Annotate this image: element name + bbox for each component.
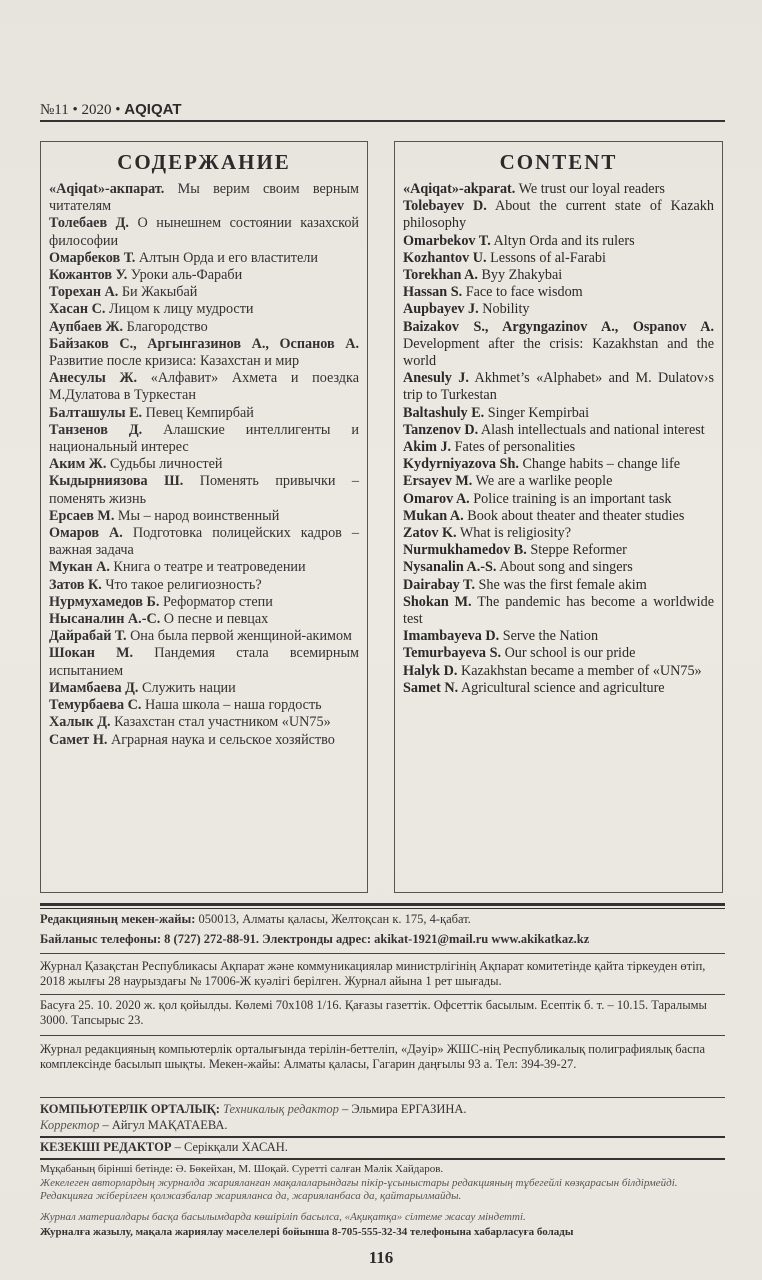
toc-entry-title: Serve the Nation	[502, 628, 599, 645]
toc-entry-author: Торехан А.	[49, 284, 119, 301]
toc-entry-author: Анесулы Ж.	[49, 370, 138, 387]
toc-entry-author: Дайрабай Т.	[49, 628, 127, 645]
toc-entry	[403, 645, 714, 662]
toc-entry-title: Our school is our pride	[504, 645, 636, 662]
toc-entry	[49, 628, 359, 645]
toc-entry-title: Алтын Орда и его властители	[138, 249, 318, 266]
toc-entry	[49, 732, 359, 749]
footer-divider-4	[40, 1097, 725, 1098]
toc-entry-title: About the current state of Kazakh philosophy	[403, 198, 714, 232]
toc-entry-author: Zatov K.	[403, 525, 457, 542]
print-info: Басуға 25. 10. 2020 ж. қол қойылды. Көлемі 70х108 1/16. Қағазы газеттік. Офсеттік басылым. Есептік б. т. – 10.15. Таралымы 3000. Тапсырыс 23.	[40, 998, 707, 1027]
toc-entry	[49, 645, 359, 679]
subscription-info: Журналға жазылу, мақала жариялау мәселелері бойынша 8-705-555-32-34 телефонына хабарласуға болады	[40, 1226, 574, 1238]
toc-entry	[49, 301, 359, 318]
toc-entry-title: Поменять привычки – поменять жизнь	[49, 473, 360, 507]
toc-entry	[49, 714, 359, 731]
toc-entry-title: Казахстан стал участником «UN75»	[114, 714, 331, 731]
toc-entry	[49, 473, 359, 507]
footer-divider-6	[40, 1158, 725, 1160]
footer-divider-1	[40, 953, 725, 954]
toc-entry-title: Би Жакыбай	[121, 284, 198, 301]
toc-entry-author: Akim J.	[403, 439, 452, 456]
toc-entry-title: About song and singers	[499, 559, 633, 576]
toc-entry	[49, 267, 359, 284]
toc-entry-title: Change habits – change life	[522, 456, 681, 473]
toc-entry	[403, 284, 714, 301]
toc-entry	[403, 181, 714, 198]
running-header: №11 • 2020 • AQIQAT	[40, 101, 182, 118]
toc-entry	[49, 370, 359, 404]
toc-entry-title: We are a warlike people	[475, 473, 613, 490]
duty-editor-line: КЕЗЕКШІ РЕДАКТОР – Серікқали ХАСАН.	[40, 1140, 288, 1154]
toc-entry	[403, 233, 714, 250]
toc-entry-title: Развитие после кризиса: Казахстан и мир	[49, 353, 300, 370]
toc-entry	[49, 559, 359, 576]
toc-entry-title: Fates of personalities	[454, 439, 576, 456]
toc-entry-title: Книга о театре и театроведении	[113, 559, 306, 576]
toc-entry-author: «Aqiqat»-akparat.	[403, 181, 516, 197]
toc-entry-title: Police training is an important task	[473, 490, 672, 507]
toc-entry-author: Anesuly J.	[403, 370, 469, 387]
toc-entry-title: Служить нации	[142, 679, 236, 696]
footer-divider-5	[40, 1136, 725, 1138]
toc-entry	[49, 577, 359, 594]
toc-entry-title: О нынешнем состоянии казахской философии	[49, 215, 360, 249]
contents-en	[394, 141, 723, 893]
toc-entry-author: Самет Н.	[49, 731, 108, 748]
issue-year: 2020	[81, 102, 112, 118]
toc-entry-author: Омарбеков Т.	[49, 249, 136, 266]
toc-entry	[49, 456, 359, 473]
contents-ru-title: СОДЕРЖАНИЕ	[117, 150, 291, 174]
address-line: Редакцияның мекен-жайы: 050013, Алматы қаласы, Желтоқсан к. 175, 4-қабат.	[40, 912, 471, 926]
toc-entry-title: Благородство	[126, 318, 208, 335]
toc-entry	[49, 215, 359, 249]
toc-entry-author: Imambayeva D.	[403, 628, 500, 645]
toc-entry-author: Нысаналин А.-С.	[49, 611, 161, 628]
toc-entry-author: Tolebayev D.	[403, 198, 487, 215]
toc-entry-title: Face to face wisdom	[465, 284, 583, 301]
footer-divider-2	[40, 994, 725, 995]
toc-entry	[403, 542, 714, 559]
toc-entry-author: Мукан А.	[49, 559, 110, 576]
issue-number: №11	[40, 102, 69, 118]
disclaimer-1: Жекелеген авторлардың журналда жарияланған мақалаларындағы пікір-ұсыныстары редакцияның тұбегейлі көзқарасын білдірмейді. Редакцияға жіберілген қолжазбалар жарияланса да, жарияланбаса да, қайтарылмайды.	[40, 1177, 678, 1202]
toc-entry-author: Кожантов У.	[49, 267, 128, 284]
toc-entry	[49, 508, 359, 525]
toc-entry	[403, 491, 714, 508]
toc-entry-title: Она была первой женщиной-акимом	[130, 628, 352, 645]
toc-entry	[403, 663, 714, 680]
toc-entry-author: Shokan M.	[403, 593, 472, 610]
toc-entry-author: Kozhantov U.	[403, 249, 487, 266]
toc-entry-title: Мы – народ воинственный	[117, 507, 280, 524]
footer-rule-thin	[40, 908, 725, 909]
toc-entry-author: Омаров А.	[49, 525, 123, 542]
toc-entry	[49, 422, 359, 456]
toc-entry-author: Нурмухамедов Б.	[49, 593, 160, 610]
toc-entry-title: Подготовка полицейских кадров – важная задача	[49, 525, 360, 559]
toc-entry-title: О песне и певцах	[163, 611, 269, 628]
toc-entry	[49, 405, 359, 422]
toc-entry	[49, 336, 359, 370]
toc-entry-author: Baltashuly E.	[403, 404, 485, 421]
toc-entry-author: Omarbekov T.	[403, 232, 491, 249]
toc-entry-title: Steppe Reformer	[530, 542, 627, 559]
toc-entry-title: Уроки аль-Фараби	[130, 267, 243, 284]
toc-entry-author: Tanzenov D.	[403, 421, 479, 438]
toc-entry-title: She was the first female akim	[478, 576, 647, 593]
toc-entry-title: Мы верим своим верным читателям	[49, 181, 359, 215]
toc-entry	[49, 319, 359, 336]
toc-entry	[403, 198, 714, 232]
toc-entry-title: Singer Kempirbai	[487, 404, 590, 421]
disclaimer-2: Журнал материалдары басқа басылымдарда көшіріліп басылса, «Ақиқатқа» сілтеме жасау міндетті.	[40, 1211, 526, 1223]
toc-entry	[403, 628, 714, 645]
journal-brand: AQIQAT	[124, 101, 182, 118]
toc-entry-title: Alash intellectuals and national interest	[480, 421, 705, 438]
toc-entry-author: Mukan A.	[403, 507, 464, 524]
toc-entry-author: Имамбаева Д.	[49, 679, 139, 696]
toc-entry	[403, 422, 714, 439]
toc-entry-title: Development after the crisis: Kazakhstan and the world	[403, 335, 714, 370]
toc-entry-author: Шокан М.	[49, 645, 134, 662]
toc-entry-author: Aupbayev J.	[403, 301, 479, 318]
toc-entry-title: Пандемия стала всемирным испытанием	[49, 645, 360, 679]
toc-entry-author: Samet N.	[403, 679, 459, 696]
toc-entry	[49, 611, 359, 628]
toc-entry-title: Что такое религиозность?	[105, 576, 262, 593]
toc-entry-title: Реформатор степи	[162, 593, 273, 610]
registration-info: Журнал Қазақстан Республикасы Ақпарат және коммуникациялар министрлігінің Ақпарат комитетінде қайта тіркеуден өтіп, 2018 жылғы 28 наурыздағы № 17006-Ж куәлігі берілген. Журнал айына 1 рет шығады.	[40, 959, 706, 988]
toc-entry-author: Ерсаев М.	[49, 507, 115, 524]
toc-entry-author: Затов К.	[49, 576, 102, 593]
toc-entry-author: Nysanalin A.-S.	[403, 559, 497, 576]
toc-entry	[403, 439, 714, 456]
proofreader-line: Корректор – Айгул МАҚАТАЕВА.	[40, 1118, 228, 1132]
email-link[interactable]: akikat-1921@mail.ru	[374, 932, 489, 946]
toc-entry-author: Omarov A.	[403, 490, 470, 507]
toc-entry-author: Аупбаев Ж.	[49, 318, 124, 335]
toc-entry	[403, 267, 714, 284]
toc-entry-author: Балташулы Е.	[49, 404, 143, 421]
toc-entry-title: Kazakhstan became a member of «UN75»	[460, 662, 702, 679]
toc-entry-title: We trust our loyal readers	[518, 181, 665, 197]
page-number: 116	[368, 1248, 394, 1267]
website-link[interactable]: www.akikatkaz.kz	[491, 932, 590, 946]
footer-divider-3	[40, 1035, 725, 1036]
computer-center-line: КОМПЬЮТЕРЛІК ОРТАЛЫҚ: Техникалық редактор – Эльмира ЕРГАЗИНА.	[40, 1102, 467, 1116]
header-rule	[40, 120, 725, 122]
toc-entry	[49, 680, 359, 697]
contact-line: Байланыс телефоны: 8 (727) 272-88-91. Электронды адрес: akikat-1921@mail.ru www.akikatkaz.kz	[40, 932, 590, 946]
toc-entry	[403, 301, 714, 318]
toc-entry	[403, 370, 714, 404]
toc-entry-title: Nobility	[482, 301, 530, 318]
toc-entry-author: Hassan S.	[403, 284, 463, 301]
contents-ru	[40, 141, 368, 893]
toc-entry-author: Хасан С.	[49, 301, 106, 318]
contents-en-title: CONTENT	[499, 150, 618, 174]
toc-entry-author: «Aqiqat»-акпарат.	[49, 181, 165, 197]
toc-entry-title: Altyn Orda and its rulers	[493, 232, 635, 249]
toc-entry-author: Torekhan A.	[403, 267, 478, 284]
toc-entry-title: Akhmet’s «Alphabet» and M. Dulatov›s trip to Turkestan	[403, 370, 714, 404]
toc-entry	[403, 250, 714, 267]
toc-entry-title: Agricultural science and agriculture	[460, 679, 665, 696]
toc-entry	[403, 577, 714, 594]
cover-info: Мұқабаның бірінші бетінде: Ә. Бөкейхан, М. Шоқай. Суретті салған Мәлік Хайдаров.	[40, 1163, 444, 1175]
toc-entry	[403, 508, 714, 525]
toc-entry-author: Толебаев Д.	[49, 215, 129, 232]
toc-entry	[49, 525, 359, 559]
toc-entry-author: Ersayev M.	[403, 473, 473, 490]
toc-entry	[403, 319, 714, 371]
contents-ru-list	[41, 181, 367, 749]
toc-entry	[49, 594, 359, 611]
toc-entry	[403, 456, 714, 473]
toc-entry-title: Певец Кемпирбай	[145, 404, 254, 421]
toc-entry-author: Baizakov S., Argyngazinov A., Ospanov A.	[403, 318, 714, 335]
toc-entry-title: Лицом к лицу мудрости	[108, 301, 254, 318]
printing-house-info: Журнал редакцияның компьютерлік орталығында терілін-беттеліп, «Дәуір» ЖШС-нің Республикалық полиграфиялық баспа комплексінде басылып шықты. Мекен-жайы: Алматы қаласы, Гагарин даңғылы 93 а. Тел: 394-39-27.	[40, 1042, 706, 1071]
contents-en-list	[395, 181, 722, 697]
toc-entry-author: Темурбаева С.	[49, 697, 142, 714]
toc-entry	[403, 680, 714, 697]
toc-entry	[49, 250, 359, 267]
toc-entry-author: Кыдырниязова Ш.	[49, 473, 184, 490]
toc-entry	[49, 697, 359, 714]
toc-entry-author: Kydyrniyazova Sh.	[403, 456, 519, 473]
toc-entry-title: Наша школа – наша гордость	[145, 697, 322, 714]
toc-entry-title: Алашские интеллигенты и национальный интерес	[49, 421, 359, 456]
toc-entry-title: Аграрная наука и сельское хозяйство	[110, 731, 335, 748]
toc-entry-author: Халык Д.	[49, 714, 111, 731]
toc-entry-author: Temurbayeva S.	[403, 645, 502, 662]
toc-entry-author: Nurmukhamedov B.	[403, 542, 527, 559]
footer-rule-top	[40, 903, 725, 906]
toc-entry-author: Halyk D.	[403, 662, 458, 679]
toc-entry-author: Танзенов Д.	[49, 421, 143, 438]
toc-entry	[403, 594, 714, 628]
toc-entry	[49, 284, 359, 301]
toc-entry	[403, 559, 714, 576]
toc-entry-author: Байзаков С., Аргынгазинов А., Оспанов А.	[49, 335, 359, 352]
toc-entry	[49, 181, 359, 215]
toc-entry-title: «Алфавит» Ахмета и поездка М.Дулатова в Туркестан	[49, 370, 359, 404]
toc-entry-title: What is religiosity?	[459, 525, 572, 542]
toc-entry-title: The pandemic has become a worldwide test	[403, 593, 714, 628]
toc-entry	[403, 473, 714, 490]
toc-entry-title: Byy Zhakybai	[481, 267, 563, 284]
toc-entry-author: Dairabay T.	[403, 576, 475, 593]
toc-entry-author: Аким Ж.	[49, 456, 107, 473]
toc-entry	[403, 525, 714, 542]
toc-entry-title: Lessons of al-Farabi	[490, 249, 606, 266]
toc-entry	[403, 405, 714, 422]
toc-entry-title: Судьбы личностей	[109, 456, 223, 473]
toc-entry-title: Book about theater and theater studies	[467, 507, 685, 524]
